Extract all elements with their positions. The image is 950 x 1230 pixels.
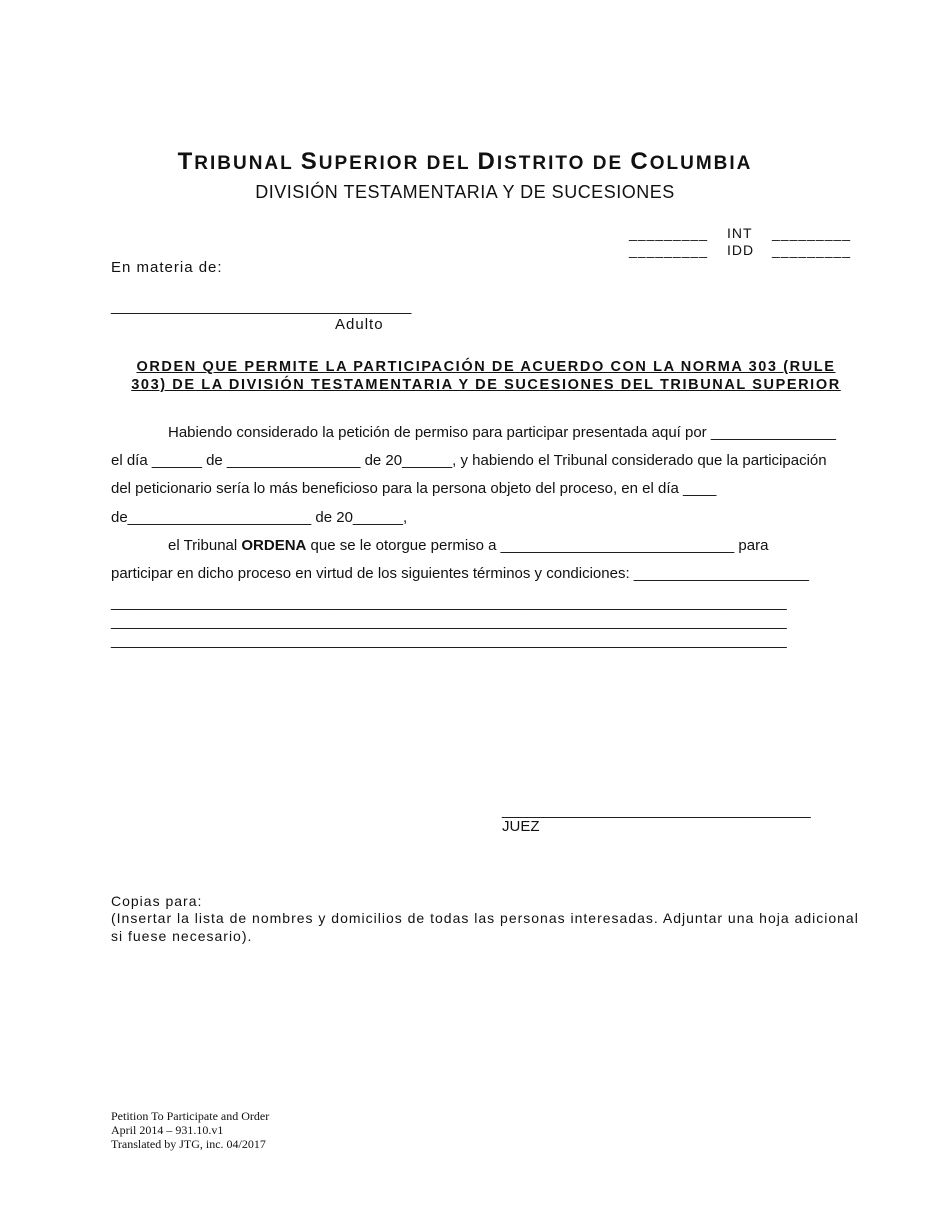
matter-name-line[interactable]: ____________________________________	[111, 298, 412, 315]
copies-note-line-1: (Insertar la lista de nombres y domicilios de todas las personas interesadas. Adjuntar una hoja adicional	[111, 910, 859, 926]
int-label: INT	[727, 225, 753, 241]
body-p1-line-1: Habiendo considerado la petición de permiso para participar presentada aquí por _______________	[168, 424, 836, 441]
footer-line-1: Petition To Participate and Order	[111, 1109, 270, 1123]
footer	[111, 1109, 269, 1151]
idd-blank-left[interactable]: _________	[629, 242, 709, 258]
idd-blank-right[interactable]: _________	[772, 242, 852, 258]
matter-label: En materia de:	[111, 259, 223, 276]
body-p2-line-2: participar en dicho proceso en virtud de los siguientes términos y condiciones: _____________________	[111, 565, 809, 582]
court-title	[0, 148, 930, 176]
footer-line-3: Translated by JTG, inc. 04/2017	[111, 1137, 266, 1151]
copies-note-line-2: si fuese necesario).	[111, 928, 253, 944]
footer-line-2: April 2014 – 931.10.v1	[111, 1123, 224, 1137]
court-title-T: T	[177, 148, 195, 175]
court-title-olumbia: OLUMBIA	[649, 153, 753, 174]
conditions-blank-line-3[interactable]: _________________________________________________________________________________	[111, 632, 787, 649]
court-title-uperior: UPERIOR DEL	[318, 153, 478, 174]
body-p2-line-1	[168, 537, 768, 554]
court-title-istrito: ISTRITO DE	[496, 153, 631, 174]
division-subtitle: DIVISIÓN TESTAMENTARIA Y DE SUCESIONES	[255, 182, 675, 202]
body-p2-before: el Tribunal	[168, 537, 242, 554]
copies-label: Copias para:	[111, 893, 203, 909]
order-title-line-2: 303) DE LA DIVISIÓN TESTAMENTARIA Y DE SUCESIONES DEL TRIBUNAL SUPERIOR	[131, 377, 841, 393]
conditions-blank-line-1[interactable]: _________________________________________________________________________________	[111, 594, 787, 611]
body-p2-after: que se le otorgue permiso a ____________________________ para	[306, 537, 769, 554]
matter-role: Adulto	[335, 316, 384, 333]
idd-label: IDD	[727, 242, 755, 258]
court-title-ribunal: RIBUNAL	[194, 153, 301, 174]
court-title-C: C	[630, 148, 650, 175]
judge-signature-line[interactable]: _____________________________________	[502, 802, 811, 819]
body-p1-line-4: de______________________ de 20______,	[111, 509, 408, 526]
court-title-D: D	[477, 148, 497, 175]
order-title-line-1: ORDEN QUE PERMITE LA PARTICIPACIÓN DE ACUERDO CON LA NORMA 303 (RULE	[136, 359, 836, 375]
int-blank-right[interactable]: _________	[772, 225, 852, 241]
court-title-S: S	[300, 148, 319, 175]
body-p1-line-3: del peticionario sería lo más beneficioso para la persona objeto del proceso, en el día ____	[111, 480, 717, 497]
order-title	[111, 358, 861, 394]
body-p1-line-2: el día ______ de ________________ de 20______, y habiendo el Tribunal considerado que la participación	[111, 452, 827, 469]
conditions-blank-line-2[interactable]: _________________________________________________________________________________	[111, 613, 787, 630]
body-p2-ordena: ORDENA	[241, 537, 307, 554]
judge-label: JUEZ	[502, 818, 540, 835]
int-blank-left[interactable]: _________	[629, 225, 709, 241]
